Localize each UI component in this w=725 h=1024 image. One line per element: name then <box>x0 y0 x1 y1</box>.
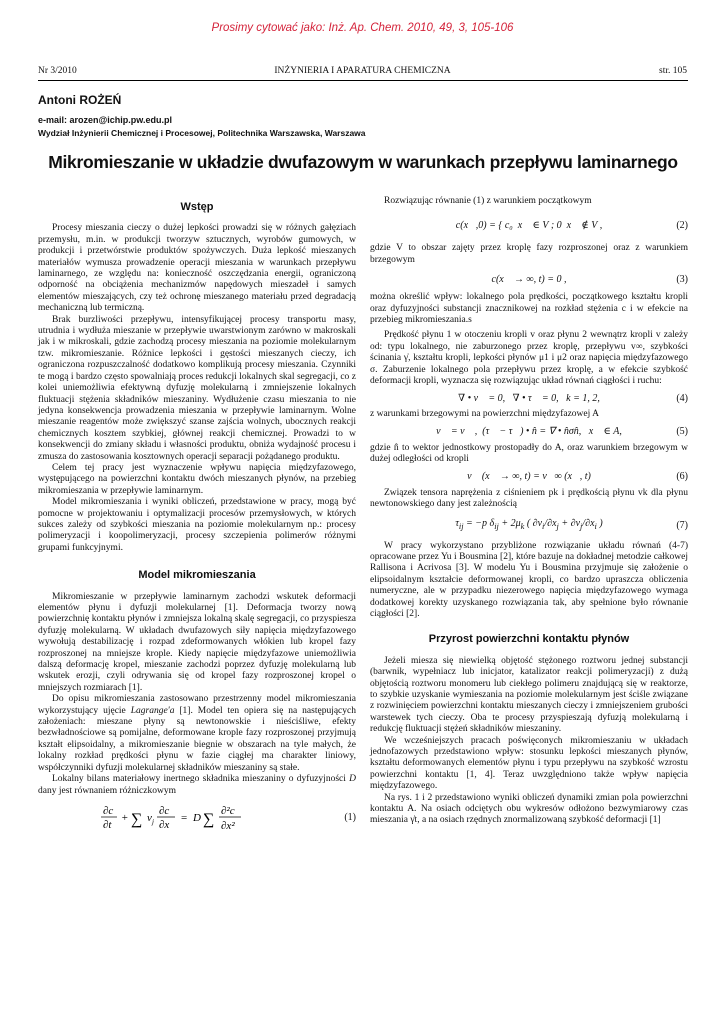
header-rule <box>38 80 688 81</box>
equation-4-formula: ∇ • v⃗ = 0, ∇ • τ⃗ = 0, k = 1, 2, <box>458 392 600 404</box>
equation-7 <box>370 511 688 541</box>
svg-text:D: D <box>193 811 201 824</box>
equation-2 <box>370 207 688 243</box>
equation-number: (2) <box>676 219 688 231</box>
paragraph: Prędkość płynu 1 w otoczeniu kropli v oraz płynu 2 wewnątrz kropli v zależy od: typu lokalnego, nie zaburzonego przez kroplę, przepływu v∞, szybkości ścinania γ̇, kształtu kropli, lepkości płynów μ1 i μ2 oraz napięcia międzyfazowego σ. Zaburzenie lokalnego pola przepływu przez kroplę, a w efekcie szybkość deformacji kropli, wyznacza się rozwiązując układ równań ciągłości i ruchu: <box>370 330 688 387</box>
paper-title: Mikromieszanie w układzie dwufazowym w warunkach przepływu laminarnego <box>48 152 678 172</box>
equation-3-formula: c(x⃗ → ∞, t) = 0 , <box>491 273 567 285</box>
author-email: e-mail: arozen@ichip.pw.edu.pl <box>38 115 172 125</box>
issue-number: Nr 3/2010 <box>38 66 77 76</box>
heading-contact-growth: Przyrost powierzchni kontaktu płynów <box>428 633 630 646</box>
right-column <box>370 196 688 827</box>
page-number: str. 105 <box>659 66 687 76</box>
equation-5 <box>370 421 688 443</box>
citation-note: Prosimy cytować jako: Inż. Ap. Chem. 2010, 49, 3, 105-106 <box>211 22 514 34</box>
paragraph: Związek tensora naprężenia z ciśnieniem pk i prędkością płynu vk dla płynu newtonowskiego dany jest zależnością <box>370 487 688 510</box>
equation-6 <box>370 466 688 488</box>
svg-text:∑: ∑ <box>203 810 215 828</box>
paragraph: Mikromieszanie w przepływie laminarnym zachodzi wskutek deformacji elementów płynu i dyfuzji molekularnej [1]. Deformacja tworzy nową powierzchnię kontaktu płynów i zmniejsza lokalną skalę segregacji, co przyspiesza dyfuzję molekularną. W układach dwufazowych siły napięcia międzyfazowego wywołują destabilizację i rozpad zdeformowanych włókien lub kropel fazy rozproszonej na mniejsze krople. Kiedy napięcie międzyfazowe uniemożliwia dalszą deformację kropel, mieszanie zachodzi poprzez dyfuzję molekularną lub wskutek erozji, czyli odrywania się od kropel fazy rozproszonej kropel o mniejszych rozmiarach [1]. <box>38 591 356 693</box>
equation-number: (5) <box>676 426 688 438</box>
paragraph: Rozwiązując równanie (1) z warunkiem początkowym <box>384 196 592 206</box>
affiliation: Wydział Inżynierii Chemicznej i Procesowej, Politechnika Warszawska, Warszawa <box>38 128 366 138</box>
equation-4 <box>370 387 688 409</box>
equation-5-formula: v⃗ = v⃗ , (τ⃗ − τ⃗) • n̂ = ∇ • n̂σn̂, x⃗ ∈ A, <box>436 426 622 438</box>
svg-text:∂x²: ∂x² <box>221 819 235 832</box>
equation-7-formula: $\tau_{ij} = -p$ $\delta_{ij} + 2\mu_k$ ( $\partial v_i/\partial x_j + \partial v_j/\partial x_i$ ) <box>455 518 603 532</box>
paragraph: Procesy mieszania cieczy o dużej lepkości prowadzi się w różnych gałęziach przemysłu, m.in. w produkcji tworzyw sztucznych, wyrobów gumowych, w produkcji i przetwórstwie produktów spożywczych. Duża lepkość mieszanych materiałów wymusza prowadzenie operacji mieszania w warunkach przepływu laminarnego, ze względu na: konieczność oszczędzania energii, ograniczoną odporność na obciążenia mechanizmów napędowych mieszadeł i samych elementów mieszających, czy też ochronę mieszanego materiału przed degradacją mechaniczną lub termiczną. <box>38 223 356 314</box>
heading-intro: Wstęp <box>180 201 214 213</box>
equation-2-formula: c(x⃗,0) = { c₀ x⃗ ∈ V ; 0 x⃗ ∉ V , <box>455 219 603 231</box>
svg-text:j: j <box>152 817 154 826</box>
equation-6-formula: v⃗ (x⃗ → ∞, t) = v⃗∞ (x⃗, t) <box>467 470 591 482</box>
paragraph: Brak burzliwości przepływu, intensyfikującej procesy transportu masy, utrudnia i wydłuża mieszanie w przepływie uwarstwionym zarówno w makroskali jak i w mikroskali, gdzie zachodzą procesy mieszania na poziomie molekularnym tzw. mikromieszanie. Różnice lepkości i gęstości mieszanych cieczy, ich ograniczona rozpuszczalność dodatkowo komplikują procesy mieszania. Czynniki te mogą i bardzo często spowalniają proces redukcji lokalnych skal segregacji, co z kolei uniemożliwia efektywną dyfuzję molekularną i zmniejszenie lokalnych fluktuacji stężenia składników mieszaniny. Wydłużenie czasu mieszania to nie jedyna konsekwencja prowadzenia mieszania w przepływie laminarnym. Wolne mieszanie reagentów może zwiększyć szanse zajścia wolnych, ubocznych reakcji chemicznych kosztem szybkiej, głównej reakcji chemicznej. Prowadzi to w konsekwencji do zmiany składu i własności produktu, obniża wydajność procesu i zmusza do zastosowania kosztownych operacji separacji pożądanego produktu. <box>38 314 356 462</box>
paragraph: Model mikromieszania i wyniki obliczeń, przedstawione w pracy, mogą być pomocne w projektowaniu i optymalizacji procesów przemysłowych, w których sukces zależy od szybkości mieszania na poziomie molekularnym np.: procesy polimeryzacji i koopolimeryzacji, procesy szczepienia polimerów różnymi grupami funkcyjnymi. <box>38 497 356 553</box>
equation-number: (3) <box>676 273 688 285</box>
svg-text:∂x: ∂x <box>159 818 170 831</box>
paragraph: Do opisu mikromieszania zastosowano przestrzenny model mikromieszania wykorzystujący ujęcie Lagrange'a [1]. Model ten opiera się na następujących założeniach: mieszane płyny są newtonowskie i nieściśliwe, efekty bezwładnościowe są pomijalne, deformowane krople fazy rozproszonej przyjmują kształt elipsoidalny, a mikromieszanie biegnie w obszarach na tyle małych, że lokalny rozkład prędkości płynu w fazie ciągłej ma charakter liniowy, współczynniki dyfuzji molekularnej składników mieszaniny są stałe. <box>38 694 356 773</box>
svg-text:∂t: ∂t <box>103 818 112 831</box>
equation-number: (6) <box>676 470 688 482</box>
paragraph: Celem tej pracy jest wyznaczenie wpływu napięcia międzyfazowego, występującego na powierzchni kontaktu dwóch mieszanych płynów, na przebieg mikromieszania w przepływie laminarnym. <box>38 462 356 496</box>
paragraph: gdzie V to obszar zajęty przez kroplę fazy rozproszonej oraz z warunkiem brzegowym <box>370 243 688 265</box>
heading-model: Model mikromieszania <box>138 569 256 582</box>
paragraph: Na rys. 1 i 2 przedstawiono wyniki obliczeń dynamiki zmian pola powierzchni kontaktu A. Na osiach odciętych obu wykresów odłożono bezwymiarowy czas mieszania γ̇t, a na osiach rzędnych znormalizowaną szybkość deformacji [1] <box>370 792 688 826</box>
paragraph: We wcześniejszych pracach poświęconych mikromieszaniu w układach jednofazowych przedstawiono wpływ: stosunku lepkości mieszanych płynów, kształtu deformowanych elementów płynu i typu przepływu na szybkość wzrostu powierzchni kontaktu [1, 4]. Teraz uwzględniono także wpływ napięcia międzyfazowego. <box>370 735 688 792</box>
author-name: Antoni ROŻEŃ <box>38 93 122 107</box>
svg-text:∂²c: ∂²c <box>221 804 235 817</box>
paragraph: Lokalny bilans materiałowy inertnego składnika mieszaniny o dyfuzyjności D dany jest równaniem różniczkowym <box>38 774 356 796</box>
paragraph: można określić wpływ: lokalnego pola prędkości, początkowego kształtu kropli oraz dyfuzyjności substancji znacznikowej na rozkład stężenia c i w efekcie na przebieg mikromieszania.s <box>370 292 688 326</box>
equation-3 <box>370 266 688 292</box>
equation-number: (7) <box>676 519 688 531</box>
journal-name: INŻYNIERIA I APARATURA CHEMICZNA <box>274 66 451 76</box>
equation-1-formula <box>97 802 297 834</box>
svg-text:v: v <box>147 811 152 824</box>
equation-1 <box>38 801 356 835</box>
equation-number: (1) <box>344 812 356 824</box>
left-column <box>38 202 356 835</box>
equation-number: (4) <box>676 392 688 404</box>
paragraph: W pracy wykorzystano przybliżone rozwiązanie układu równań (4-7) opracowane przez Yu i Bousmina [2], które bazuje na dokładnej metodzie całkowej Rallisona i Acrivosa [3]. W modelu Yu i Bousmina przyjmuje się założenie o elipsoidalnym kształcie deformowanej kropli, co bardzo upraszcza obliczenia numeryczne, ale w przypadku niezerowego napięcia międzyfazowego wymaga dodatkowej korekty uzyskanego rozwiązania tak, aby spełnione było równanie ciągłości [2]. <box>370 540 688 619</box>
paragraph: Jeżeli miesza się niewielką objętość stężonego roztworu jednej substancji (barwnik, wypełniacz lub inicjator, katalizator reakcji polimeryzacji) z dużą objętością roztworu monomeru lub ciekłego polimeru znajdującą się w reaktorze, to szybkie uzyskanie wymieszania na poziomie molekularnym jest ściśle związane z rozwinięciem powierzchni kontaktu mieszanych cieczy i zmniejszeniem grubości warstewek tych cieczy. Oba te procesy przyspieszają dyfuzją molekularną i redukcję fluktuacji stężeń składników mieszaniny. <box>370 655 688 735</box>
paragraph: gdzie n̂ to wektor jednostkowy prostopadły do A, oraz warunkiem brzegowym w dużej odległości od kropli <box>370 442 688 465</box>
svg-text:∑: ∑ <box>131 810 143 828</box>
svg-text:∂c: ∂c <box>103 804 114 817</box>
paragraph: z warunkami brzegowymi na powierzchni międzyfazowej A <box>370 409 599 420</box>
svg-text:=: = <box>181 811 188 824</box>
svg-text:+: + <box>121 811 129 824</box>
svg-text:∂c: ∂c <box>159 804 170 817</box>
